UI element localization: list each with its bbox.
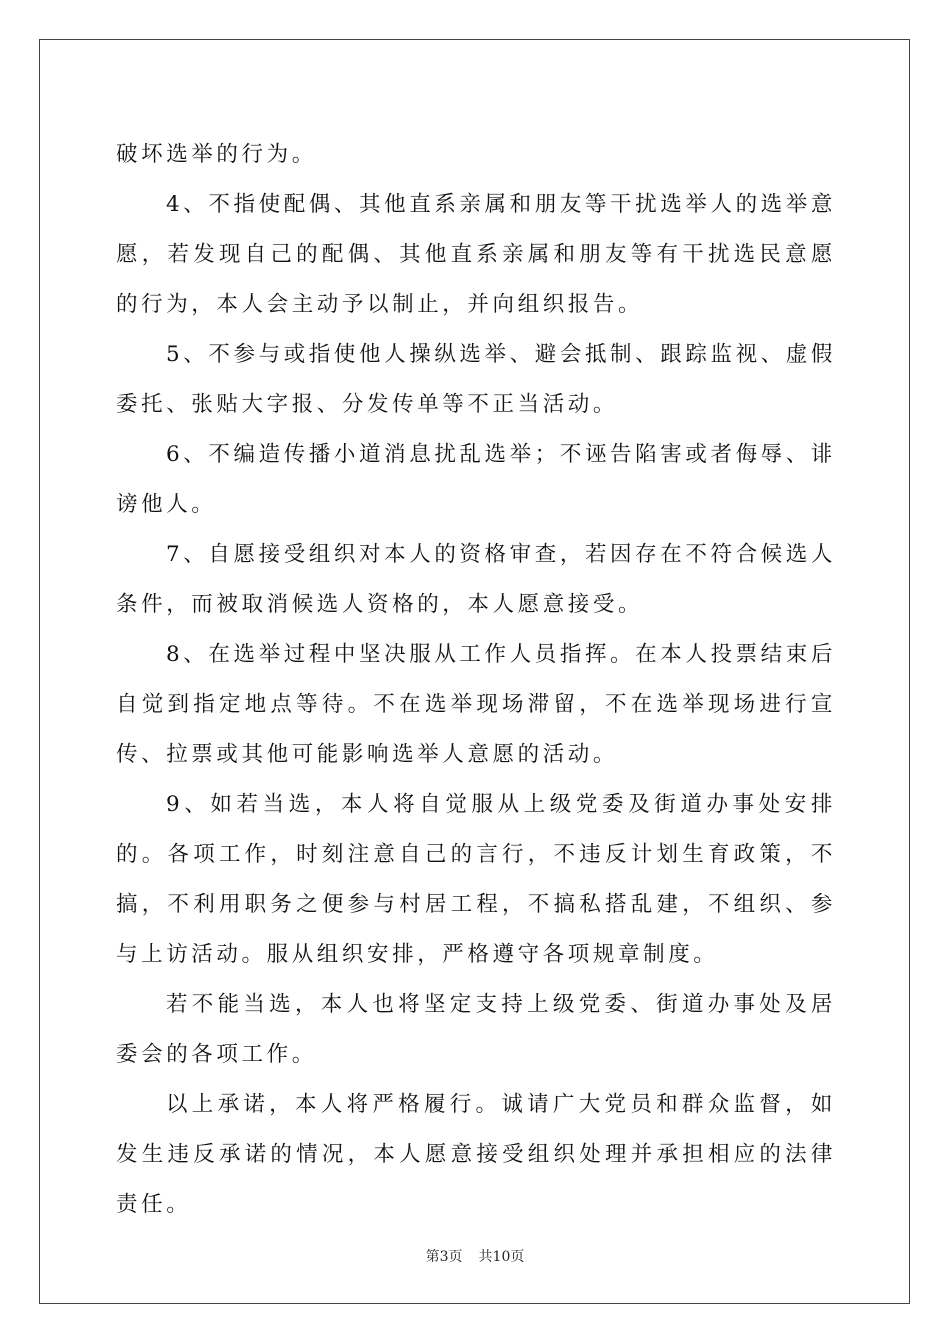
- paragraph: 5、不参与或指使他人操纵选举、避会抵制、跟踪监视、虚假委托、张贴大字报、分发传单等不正当活动。: [116, 342, 836, 417]
- paragraph: 9、如若当选，本人将自觉服从上级党委及街道办事处安排的。各项工作，时刻注意自己的言行，不违反计划生育政策，不搞，不利用职务之便参与村居工程，不搞私搭乱建，不组织、参与上访活动。服从组织安排，严格遵守各项规章制度。: [116, 792, 836, 967]
- page-footer: [0, 1246, 950, 1266]
- document-body: [116, 130, 836, 1230]
- page-total: 共10页: [478, 1249, 525, 1265]
- paragraph: 破坏选举的行为。: [116, 142, 317, 167]
- paragraph: 若不能当选，本人也将坚定支持上级党委、街道办事处及居委会的各项工作。: [116, 992, 836, 1067]
- paragraph: 4、不指使配偶、其他直系亲属和朋友等干扰选举人的选举意愿，若发现自己的配偶、其他直系亲属和朋友等有干扰选民意愿的行为，本人会主动予以制止，并向组织报告。: [116, 192, 836, 317]
- paragraph: 以上承诺，本人将严格履行。诚请广大党员和群众监督，如发生违反承诺的情况，本人愿意接受组织处理并承担相应的法律责任。: [116, 1092, 836, 1217]
- paragraph: 8、在选举过程中坚决服从工作人员指挥。在本人投票结束后自觉到指定地点等待。不在选举现场滞留，不在选举现场进行宣传、拉票或其他可能影响选举人意愿的活动。: [116, 642, 836, 767]
- paragraph: 6、不编造传播小道消息扰乱选举；不诬告陷害或者侮辱、诽谤他人。: [116, 442, 836, 517]
- page-number: 第3页: [425, 1249, 463, 1265]
- paragraph: 7、自愿接受组织对本人的资格审查，若因存在不符合候选人条件，而被取消候选人资格的，本人愿意接受。: [116, 542, 836, 617]
